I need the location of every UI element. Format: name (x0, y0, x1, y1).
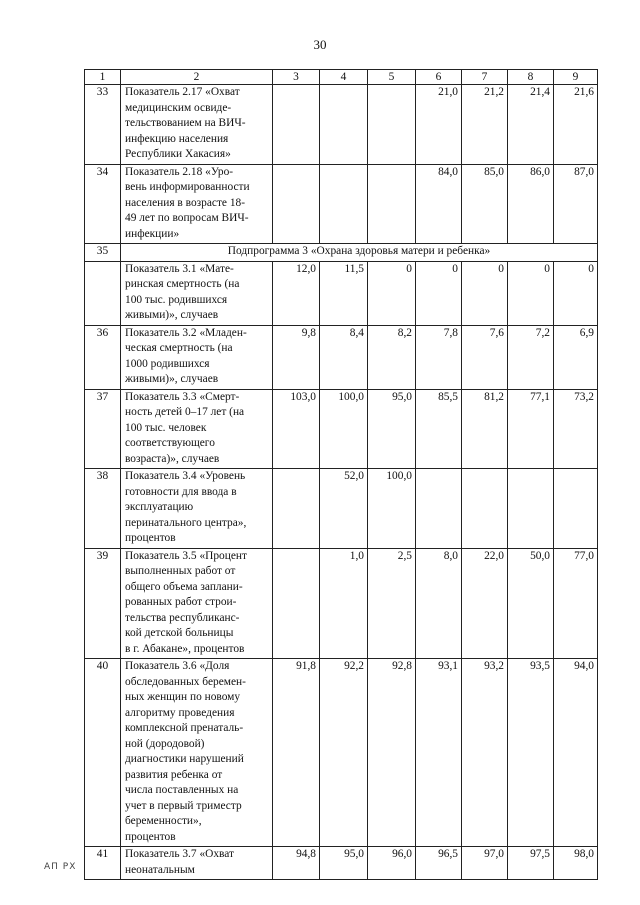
header-row (85, 70, 598, 85)
description-line: Показатель 2.18 «Уро- (125, 165, 234, 178)
description-line: ность детей 0–17 лет (на (125, 406, 245, 418)
table-row (85, 261, 598, 325)
indicator-description (121, 261, 273, 325)
column-number-6: 6 (416, 70, 462, 85)
description-line: вень информированности (125, 181, 250, 193)
value-col-7: 97,0 (462, 847, 508, 880)
indicator-description (121, 548, 273, 659)
value-col-9: 73,2 (554, 389, 598, 469)
table-body (85, 85, 598, 880)
value-col-3: 12,0 (273, 261, 320, 325)
value-col-9 (554, 469, 598, 549)
indicator-description (121, 659, 273, 847)
column-number-3: 3 (273, 70, 320, 85)
description-line: 49 лет по вопросам ВИЧ- (125, 212, 249, 224)
value-col-7: 7,6 (462, 325, 508, 389)
value-col-4 (320, 164, 368, 244)
description-line: процентов (125, 532, 176, 544)
indicator-description (121, 389, 273, 469)
value-col-8: 21,4 (508, 85, 554, 165)
description-line: беременности», (125, 815, 202, 827)
section-row (85, 244, 598, 262)
value-col-4: 11,5 (320, 261, 368, 325)
value-col-8: 0 (508, 261, 554, 325)
description-line: ческая смертность (на (125, 342, 233, 354)
description-line: в г. Абакане», процентов (125, 642, 245, 655)
value-col-7: 0 (462, 261, 508, 325)
column-number-8: 8 (508, 70, 554, 85)
value-col-8: 50,0 (508, 548, 554, 659)
value-col-8: 86,0 (508, 164, 554, 244)
value-col-9: 98,0 (554, 847, 598, 880)
row-number: 37 (85, 389, 121, 469)
value-col-5 (368, 85, 416, 165)
value-col-7: 85,0 (462, 164, 508, 244)
description-line: комплексной пренаталь- (125, 722, 244, 734)
description-line: готовности для ввода в (125, 485, 237, 498)
description-line: 100 тыс. человек (125, 421, 207, 434)
description-line: тельствованием на ВИЧ- (125, 117, 246, 129)
table-row (85, 847, 598, 880)
column-number-1: 1 (85, 70, 121, 85)
value-col-9: 87,0 (554, 164, 598, 244)
description-line: Республики Хакасия» (125, 148, 231, 160)
value-col-3 (273, 85, 320, 165)
subprogram-title: Подпрограмма 3 «Охрана здоровья матери и ребенка» (121, 244, 598, 262)
description-line: выполненных работ от (125, 565, 236, 577)
table-row (85, 85, 598, 165)
value-col-6: 85,5 (416, 389, 462, 469)
description-line: алгоритму проведения (125, 706, 235, 719)
description-line: живыми)», случаев (125, 373, 219, 385)
column-number-9: 9 (554, 70, 598, 85)
value-col-4: 92,2 (320, 659, 368, 847)
value-col-3: 103,0 (273, 389, 320, 469)
value-col-6: 0 (416, 261, 462, 325)
row-number: 38 (85, 469, 121, 549)
table-row (85, 469, 598, 549)
description-line: ной (дородовой) (125, 737, 205, 750)
indicator-description (121, 847, 273, 880)
description-line: диагностики нарушений (125, 753, 244, 765)
value-col-4 (320, 85, 368, 165)
description-line: живыми)», случаев (125, 309, 219, 321)
value-col-3 (273, 164, 320, 244)
description-line: кой детской больницы (125, 627, 234, 639)
indicator-description (121, 325, 273, 389)
value-col-8: 93,5 (508, 659, 554, 847)
table-row (85, 325, 598, 389)
description-line: Показатель 3.6 «Доля (125, 660, 230, 672)
indicator-description (121, 469, 273, 549)
value-col-4: 1,0 (320, 548, 368, 659)
footer-mark: АП РХ (44, 862, 77, 872)
value-col-5: 8,2 (368, 325, 416, 389)
value-col-7: 22,0 (462, 548, 508, 659)
table-header (85, 70, 598, 85)
value-col-9: 77,0 (554, 548, 598, 659)
value-col-4: 95,0 (320, 847, 368, 880)
value-col-4: 52,0 (320, 469, 368, 549)
value-col-5: 96,0 (368, 847, 416, 880)
description-line: процентов (125, 830, 176, 843)
indicator-description (121, 85, 273, 165)
value-col-7 (462, 469, 508, 549)
description-line: числа поставленных на (125, 784, 239, 796)
value-col-5: 2,5 (368, 548, 416, 659)
value-col-5 (368, 164, 416, 244)
value-col-5: 100,0 (368, 469, 416, 549)
description-line: неонатальным (125, 863, 195, 876)
value-col-7: 21,2 (462, 85, 508, 165)
table-row (85, 548, 598, 659)
value-col-9: 6,9 (554, 325, 598, 389)
row-number: 35 (85, 244, 121, 262)
value-col-3 (273, 469, 320, 549)
description-line: перинатального центра», (125, 516, 247, 529)
value-col-6: 93,1 (416, 659, 462, 847)
value-col-9: 21,6 (554, 85, 598, 165)
table-row (85, 164, 598, 244)
description-line: возраста)», случаев (125, 452, 220, 465)
description-line: инфекцию населения (125, 132, 229, 145)
description-line: медицинским освиде- (125, 101, 232, 114)
value-col-3: 9,8 (273, 325, 320, 389)
column-number-4: 4 (320, 70, 368, 85)
description-line: Показатель 3.1 «Мате- (125, 262, 234, 275)
value-col-8 (508, 469, 554, 549)
column-number-7: 7 (462, 70, 508, 85)
value-col-6: 21,0 (416, 85, 462, 165)
description-line: Показатель 2.17 «Охват (125, 86, 240, 98)
row-number: 36 (85, 325, 121, 389)
column-number-2: 2 (121, 70, 273, 85)
page-number: 30 (313, 37, 327, 52)
column-number-5: 5 (368, 70, 416, 85)
description-line: населения в возрасте 18- (125, 196, 246, 209)
description-line: учет в первый триместр (125, 799, 242, 812)
row-number: 41 (85, 847, 121, 880)
row-number: 33 (85, 85, 121, 165)
description-line: тельства республиканс- (125, 611, 240, 624)
table-row (85, 389, 598, 469)
value-col-5: 0 (368, 261, 416, 325)
description-line: развития ребенка от (125, 768, 223, 781)
row-number: 34 (85, 164, 121, 244)
value-col-6: 7,8 (416, 325, 462, 389)
row-number (85, 261, 121, 325)
description-line: эксплуатацию (125, 501, 194, 513)
value-col-7: 81,2 (462, 389, 508, 469)
description-line: общего объема заплани- (125, 580, 243, 593)
value-col-6: 8,0 (416, 548, 462, 659)
description-line: Показатель 3.4 «Уровень (125, 470, 246, 482)
value-col-8: 77,1 (508, 389, 554, 469)
description-line: ных женщин по новому (125, 691, 241, 703)
indicator-description (121, 164, 273, 244)
value-col-3 (273, 548, 320, 659)
value-col-5: 92,8 (368, 659, 416, 847)
description-line: Показатель 3.2 «Младен- (125, 326, 247, 339)
value-col-9: 94,0 (554, 659, 598, 847)
description-line: обследованных беремен- (125, 675, 246, 688)
description-line: ринская смертность (на (125, 278, 240, 290)
value-col-6: 96,5 (416, 847, 462, 880)
value-col-9: 0 (554, 261, 598, 325)
row-number: 40 (85, 659, 121, 847)
value-col-6: 84,0 (416, 164, 462, 244)
value-col-4: 8,4 (320, 325, 368, 389)
description-line: инфекции» (125, 227, 180, 240)
value-col-4: 100,0 (320, 389, 368, 469)
value-col-3: 91,8 (273, 659, 320, 847)
value-col-5: 95,0 (368, 389, 416, 469)
value-col-3: 94,8 (273, 847, 320, 880)
indicators-table (84, 69, 598, 880)
value-col-8: 7,2 (508, 325, 554, 389)
description-line: Показатель 3.3 «Смерт- (125, 390, 240, 403)
description-line: 1000 родившихся (125, 357, 210, 370)
value-col-7: 93,2 (462, 659, 508, 847)
description-line: рованных работ строи- (125, 596, 237, 608)
row-number: 39 (85, 548, 121, 659)
description-line: Показатель 3.7 «Охват (125, 848, 235, 860)
table-row (85, 659, 598, 847)
description-line: Показатель 3.5 «Процент (125, 549, 247, 562)
value-col-6 (416, 469, 462, 549)
value-col-8: 97,5 (508, 847, 554, 880)
description-line: соответствующего (125, 437, 215, 449)
description-line: 100 тыс. родившихся (125, 293, 228, 306)
